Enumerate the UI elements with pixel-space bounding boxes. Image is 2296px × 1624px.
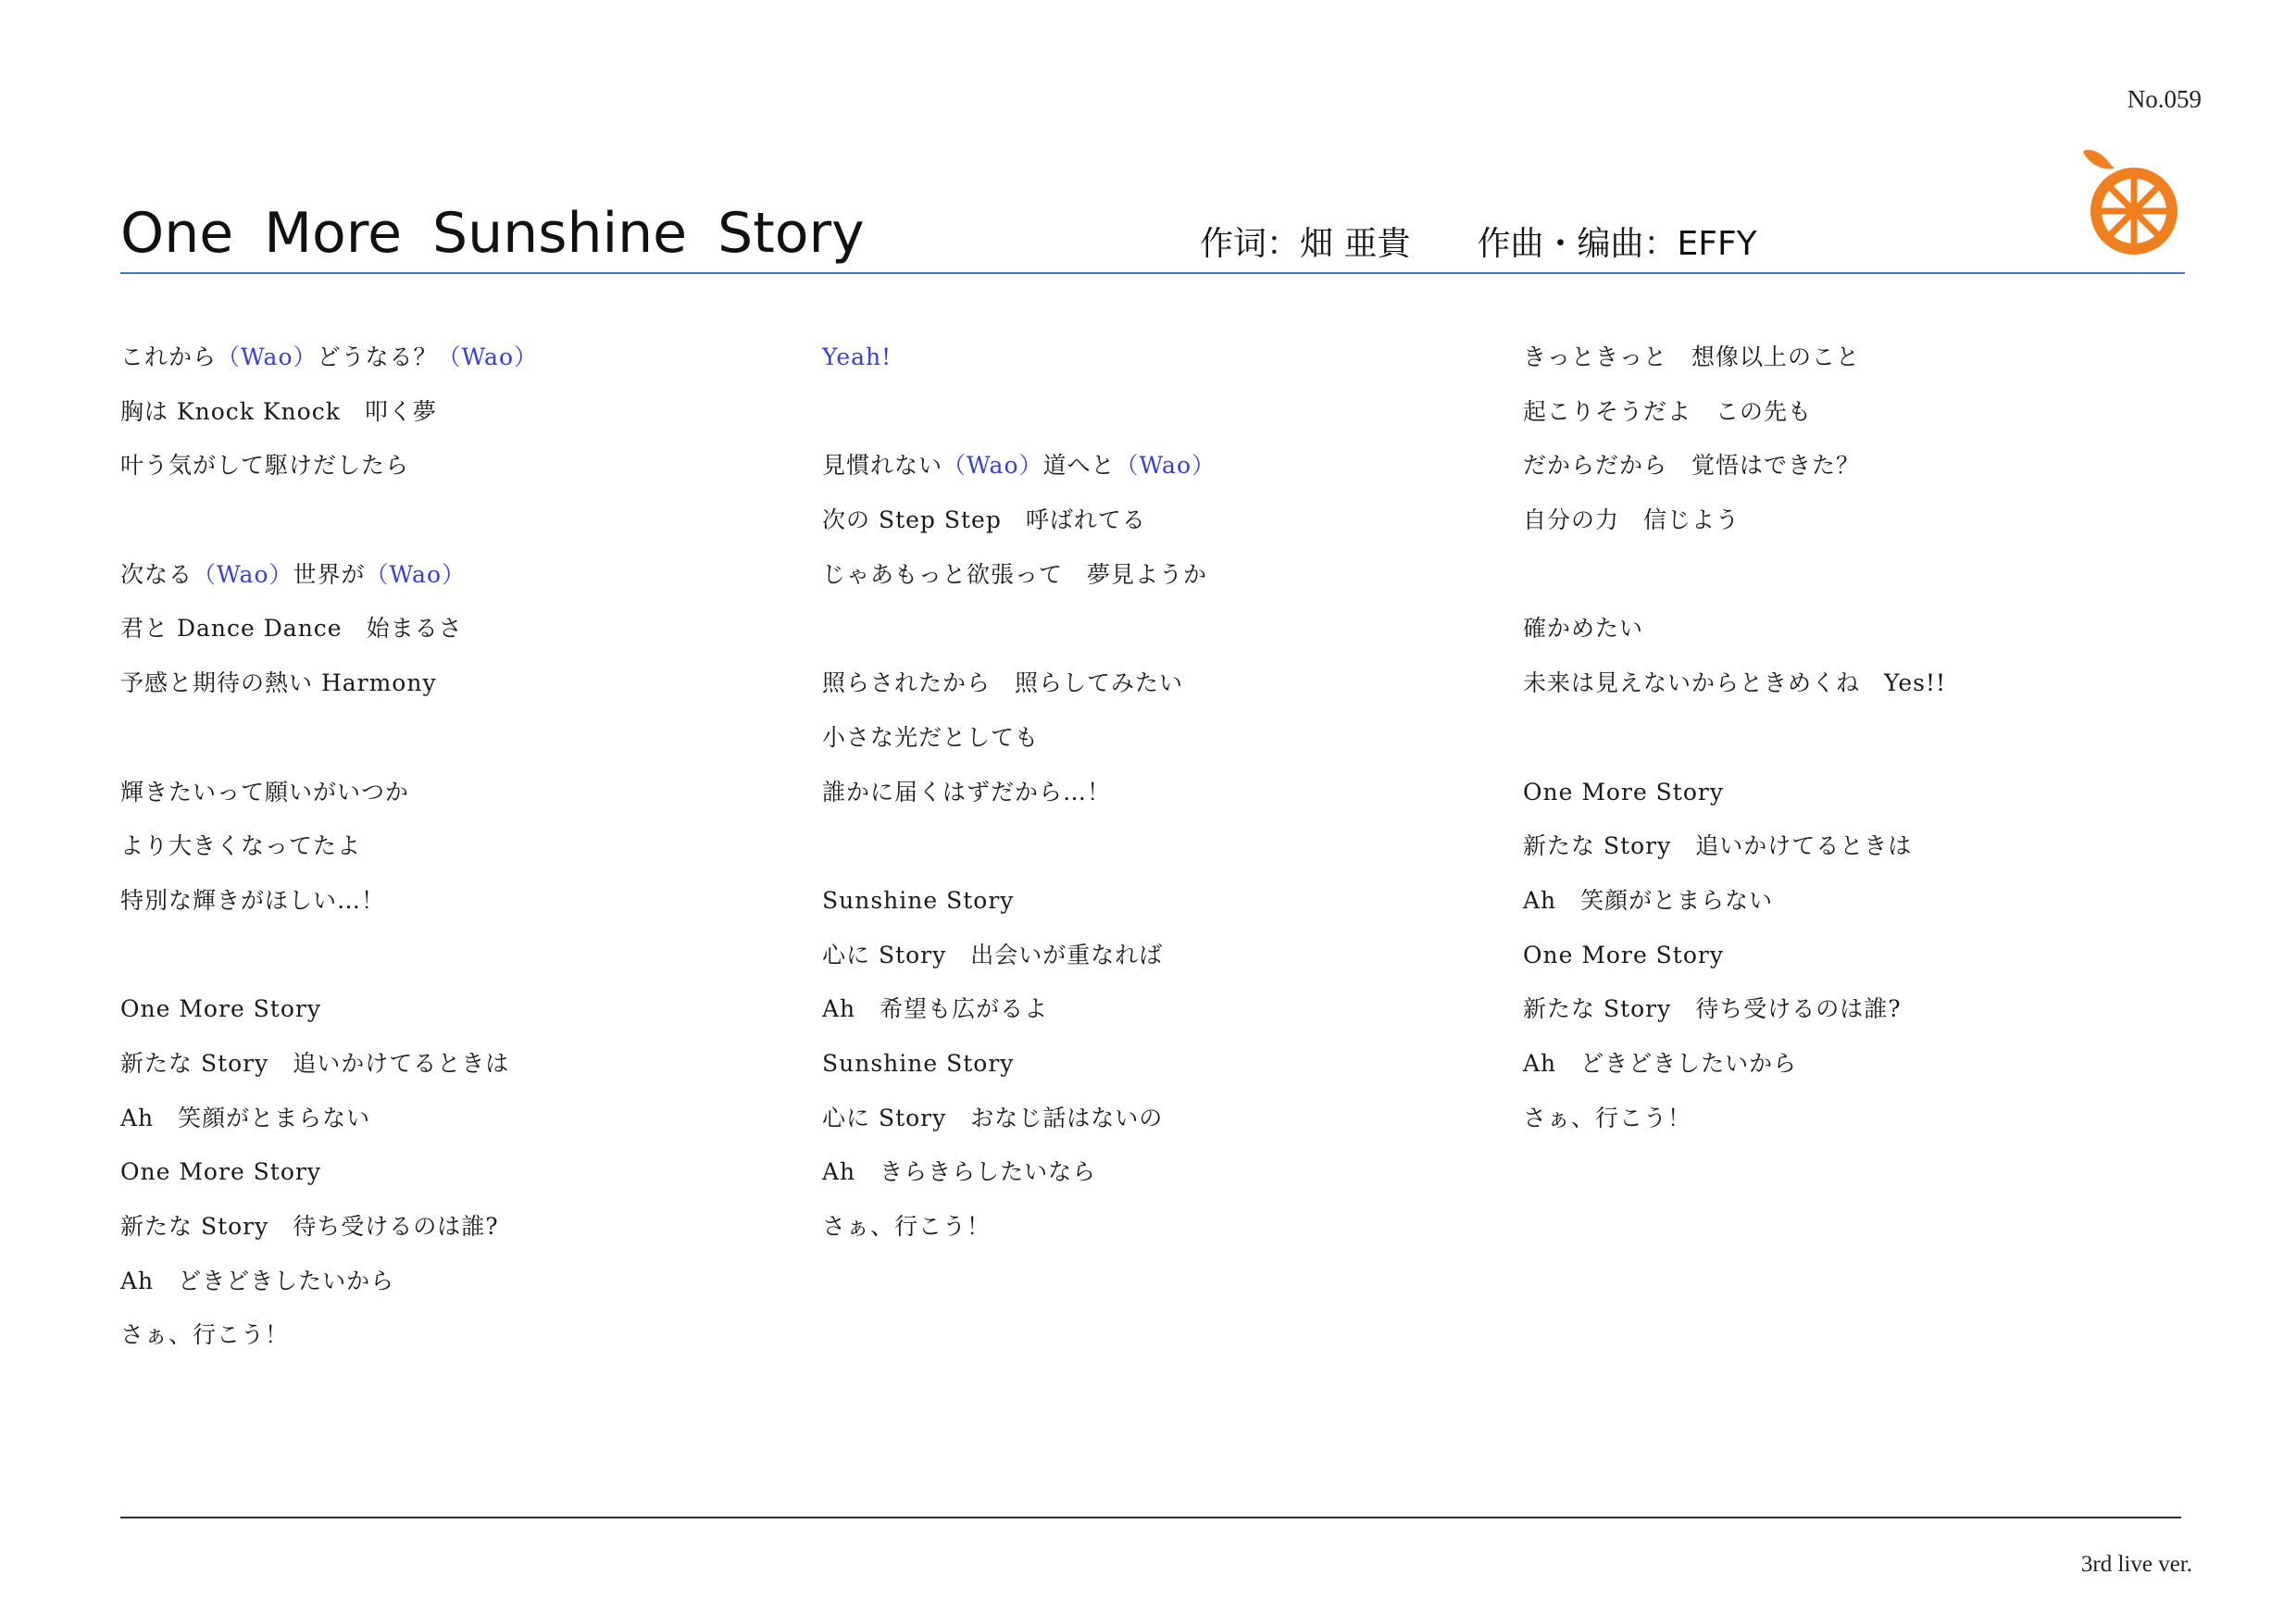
lyric-line	[1523, 1045, 2190, 1100]
blank-line	[822, 394, 1489, 448]
lyric-text: これから	[120, 344, 218, 370]
lyric-line	[1523, 610, 2190, 665]
title-divider	[120, 272, 2185, 274]
blank-line	[1523, 556, 2190, 611]
lyric-text: Ah どきどきしたいから	[120, 1267, 395, 1294]
lyric-text: 新たな Story 待ち受けるのは誰?	[120, 1213, 499, 1240]
lyric-text: 新たな Story 追いかけてるときは	[1523, 832, 1913, 860]
blank-line	[822, 828, 1489, 882]
lyric-line	[822, 774, 1489, 829]
lyric-text: 自分の力 信じよう	[1523, 506, 1741, 534]
lyric-line	[120, 882, 787, 937]
lyric-line	[120, 610, 787, 665]
call-text: （Wao）	[942, 452, 1043, 480]
lyric-line	[120, 828, 787, 882]
composer-name: EFFY	[1677, 225, 1757, 263]
lyric-text: Sunshine Story	[822, 886, 1015, 914]
lyrics-column-3	[1523, 339, 2190, 1154]
lyric-text: One More Story	[1523, 778, 1724, 806]
lyric-text: 新たな Story 追いかけてるときは	[120, 1049, 510, 1077]
lyric-line	[120, 991, 787, 1045]
lyric-line	[822, 991, 1489, 1045]
document-number: No.059	[2127, 85, 2202, 113]
lyric-line	[822, 882, 1489, 937]
call-text: （Wao）	[437, 344, 538, 370]
lyric-line	[1523, 828, 2190, 882]
lyric-text: どうなる？	[317, 344, 438, 370]
lyric-line	[822, 1208, 1489, 1263]
blank-line	[1523, 719, 2190, 774]
lyric-line	[120, 394, 787, 448]
lyric-line	[1523, 665, 2190, 719]
lyricist-label: 作词：	[1200, 225, 1301, 263]
lyric-text: Ah 笑顔がとまらない	[1523, 886, 1774, 914]
lyric-line	[822, 502, 1489, 556]
lyric-text: 照らされたから 照らしてみたい	[822, 669, 1184, 697]
composer-label: 作曲・编曲：	[1477, 225, 1678, 263]
lyric-text: Ah 笑顔がとまらない	[120, 1104, 371, 1131]
lyric-text: 次なる	[120, 560, 193, 588]
lyric-text: One More Story	[1523, 941, 1724, 968]
call-text: （Wao）	[217, 344, 318, 370]
lyric-text: Ah どきどきしたいから	[1523, 1049, 1798, 1077]
call-text: （Wao）	[365, 560, 466, 588]
lyrics-column-2	[822, 339, 1489, 1263]
blank-line	[120, 502, 787, 556]
lyric-line	[120, 1154, 787, 1208]
lyric-text: 胸は Knock Knock 叩く夢	[120, 397, 437, 425]
lyric-text: 起こりそうだよ この先も	[1523, 397, 1813, 425]
lyric-line	[120, 1208, 787, 1263]
lyric-text: 見慣れない	[822, 452, 943, 480]
lyric-text: 新たな Story 待ち受けるのは誰?	[1523, 995, 1902, 1023]
blank-line	[120, 937, 787, 992]
lyric-text: 予感と期待の熱い Harmony	[120, 669, 437, 697]
call-text: （Wao）	[193, 560, 293, 588]
lyric-text: 特別な輝きがほしい…！	[120, 886, 386, 914]
lyric-line	[822, 719, 1489, 774]
lyric-text: 心に Story おなじ話はないの	[822, 1104, 1164, 1131]
lyric-line	[120, 1263, 787, 1318]
lyric-text: さぁ、行こう！	[120, 1321, 290, 1349]
lyric-text: Sunshine Story	[822, 1049, 1015, 1077]
lyric-text: 次の Step Step 呼ばれてる	[822, 506, 1146, 534]
lyric-line	[120, 556, 787, 611]
lyric-line	[120, 1100, 787, 1155]
lyric-text: 叶う気がして駆けだしたら	[120, 452, 410, 480]
lyric-line	[1523, 1100, 2190, 1155]
lyric-line	[1523, 774, 2190, 829]
call-text: Yeah!	[822, 344, 892, 370]
lyric-text: きっときっと 想像以上のこと	[1523, 344, 1861, 370]
lyric-line	[120, 339, 787, 394]
lyric-line	[822, 1100, 1489, 1155]
lyric-text: One More Story	[120, 995, 321, 1023]
lyric-line	[1523, 937, 2190, 992]
song-title: One More Sunshine Story	[120, 201, 865, 266]
lyrics-column-1	[120, 339, 787, 1371]
lyric-text: 輝きたいって願いがいつか	[120, 778, 410, 806]
lyric-line	[120, 774, 787, 829]
lyric-line	[822, 1045, 1489, 1100]
blank-line	[120, 719, 787, 774]
lyric-text: 誰かに届くはずだから…！	[822, 778, 1112, 806]
call-text: （Wao）	[1115, 452, 1216, 480]
lyric-text: 世界が	[293, 560, 366, 588]
lyric-text: 小さな光だとしても	[822, 723, 1040, 751]
lyric-line	[1523, 882, 2190, 937]
credits	[1200, 225, 1757, 263]
lyric-text: だからだから 覚悟はできた？	[1523, 452, 1861, 480]
footer-divider	[120, 1517, 2181, 1518]
lyric-line	[822, 937, 1489, 992]
lyric-line	[120, 665, 787, 719]
lyric-text: じゃあもっと欲張って 夢見ようか	[822, 560, 1208, 588]
lyric-text: 心に Story 出会いが重なれば	[822, 941, 1164, 968]
lyricist-name: 畑 亜貴	[1300, 225, 1411, 263]
lyric-text: 確かめたい	[1523, 615, 1644, 643]
lyric-line	[120, 447, 787, 502]
lyric-line	[822, 1154, 1489, 1208]
lyric-text: 君と Dance Dance 始まるさ	[120, 615, 463, 643]
lyric-line	[822, 339, 1489, 394]
lyric-text: さぁ、行こう！	[1523, 1104, 1692, 1131]
lyric-text: 道へと	[1042, 452, 1116, 480]
lyric-line	[1523, 502, 2190, 556]
lyric-line	[120, 1317, 787, 1371]
lyric-text: より大きくなってたよ	[120, 832, 362, 860]
lyric-line	[1523, 991, 2190, 1045]
lyric-text: 未来は見えないからときめくね Yes!!	[1523, 669, 1947, 697]
lyric-line	[822, 556, 1489, 611]
lyric-line	[1523, 339, 2190, 394]
orange-slice-logo-icon	[2083, 139, 2185, 259]
lyric-text: One More Story	[120, 1158, 321, 1186]
lyric-line	[1523, 394, 2190, 448]
blank-line	[822, 610, 1489, 665]
lyric-text: Ah 希望も広がるよ	[822, 995, 1049, 1023]
lyric-line	[120, 1045, 787, 1100]
lyric-line	[822, 665, 1489, 719]
lyric-text: さぁ、行こう！	[822, 1213, 992, 1240]
lyric-line	[822, 447, 1489, 502]
lyric-line	[1523, 447, 2190, 502]
lyric-text: Ah きらきらしたいなら	[822, 1158, 1097, 1186]
version-label: 3rd live ver.	[2080, 1552, 2192, 1577]
